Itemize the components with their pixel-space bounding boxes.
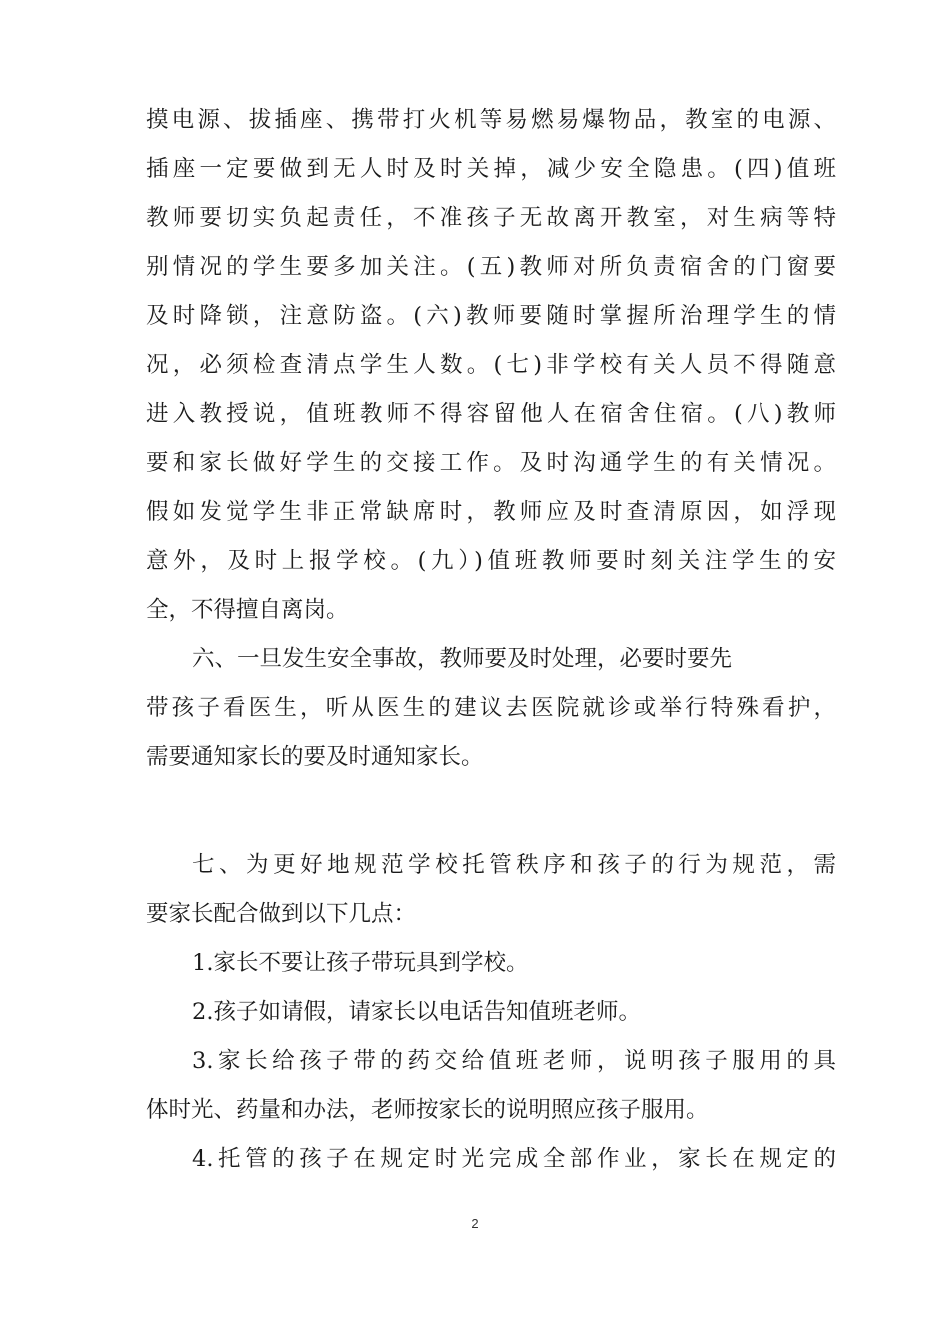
body-line-7: 进入教授说，值班教师不得容留他人在宿舍住宿。(八)教师	[146, 401, 836, 427]
list-item-1: 1.家长不要让孩子带玩具到学校。	[192, 950, 529, 976]
body-line-1: 摸电源、拔插座、携带打火机等易燃易爆物品，教室的电源、	[146, 107, 836, 133]
list-item-3-line-2: 体时光、药量和办法，老师按家长的说明照应孩子服用。	[146, 1097, 709, 1123]
page-number: 2	[471, 1216, 479, 1231]
body-line-5: 及时降锁，注意防盗。(六)教师要随时掌握所治理学生的情	[146, 303, 836, 329]
body-line-2: 插座一定要做到无人时及时关掉，减少安全隐患。(四)值班	[146, 156, 836, 182]
body-line-11: 全，不得擅自离岗。	[146, 597, 349, 623]
body-line-9: 假如发觉学生非正常缺席时，教师应及时查清原因，如浮现	[146, 499, 836, 525]
paragraph-six-line-3: 需要通知家长的要及时通知家长。	[146, 744, 484, 770]
body-line-6: 况，必须检查清点学生人数。(七)非学校有关人员不得随意	[146, 352, 836, 378]
list-item-2: 2.孩子如请假，请家长以电话告知值班老师。	[192, 999, 641, 1025]
body-line-8: 要和家长做好学生的交接工作。及时沟通学生的有关情况。	[146, 450, 836, 476]
paragraph-six-line-2: 带孩子看医生，听从医生的建议去医院就诊或举行特殊看护，	[146, 695, 836, 721]
body-line-3: 教师要切实负起责任，不准孩子无故离开教室，对生病等特	[146, 205, 836, 231]
list-item-3-line-1: 3.家长给孩子带的药交给值班老师，说明孩子服用的具	[192, 1048, 836, 1074]
paragraph-six-line-1: 六、一旦发生安全事故，教师要及时处理，必要时要先	[192, 646, 733, 672]
paragraph-seven-line-2: 要家长配合做到以下几点：	[146, 901, 417, 927]
body-line-4: 别情况的学生要多加关注。(五)教师对所负责宿舍的门窗要	[146, 254, 836, 280]
body-line-10: 意外，及时上报学校。(九）)值班教师要时刻关注学生的安	[146, 548, 836, 574]
paragraph-seven-line-1: 七、为更好地规范学校托管秩序和孩子的行为规范，需	[192, 852, 836, 878]
list-item-4-line-1: 4.托管的孩子在规定时光完成全部作业，家长在规定的	[192, 1146, 836, 1172]
